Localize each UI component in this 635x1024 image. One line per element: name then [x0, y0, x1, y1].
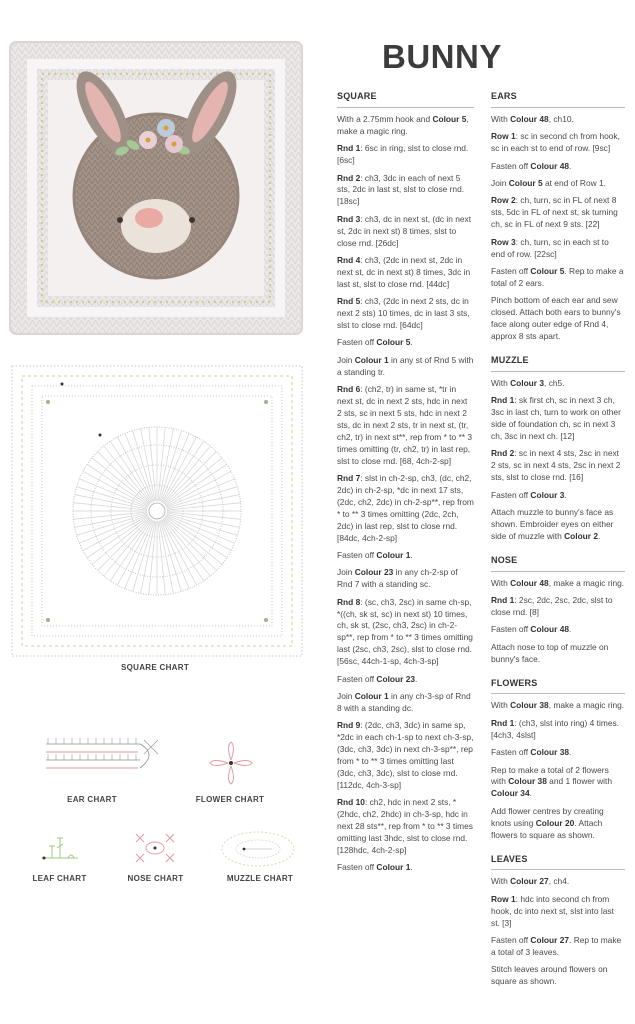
- nose-rnd-1: Rnd 1: 2sc, 2dc, 2sc, 2dc, slst to close rnd. [8]: [491, 595, 613, 617]
- square-fasten-5: Fasten off Colour 5.: [337, 337, 413, 348]
- ear-chart-caption: EAR CHART: [67, 795, 117, 804]
- nose-chart-caption: NOSE CHART: [127, 874, 184, 883]
- leaves-row-1: Row 1: hdc into second ch from hook, dc into next st, slst into last st. [3]: [491, 893, 614, 928]
- ears-row-3: Row 3: ch, turn, sc in each st to end of row. [22sc]: [491, 236, 609, 259]
- flowers-fasten-38: Fasten off Colour 38.: [491, 747, 572, 758]
- bunny-square-photo: [8, 40, 304, 336]
- flowers-intro: With Colour 38, make a magic ring.: [491, 700, 625, 711]
- right-column: [491, 90, 625, 994]
- square-rnd-3: Rnd 3: ch3, dc in next st, (dc in next st, 2dc in next st) 8 times, slst to close rnd. [26dc]: [337, 213, 472, 248]
- muzzle-intro: With Colour 3, ch5.: [491, 377, 565, 388]
- square-chart-caption: SQUARE CHART: [120, 663, 190, 672]
- flowers-heading: FLOWERS: [491, 678, 625, 695]
- nose-chart: [128, 828, 183, 870]
- flower-chart: [206, 738, 256, 788]
- muzzle-rnd-2: Rnd 2: sc in next 4 sts, 2sc in next 2 sts, sc in next 4 sts, 2sc in next 2 sts, slst to close rnd. [16]: [491, 448, 621, 483]
- ears-pinch: Pinch bottom of each ear and sew closed. Attach both ears to bunny's face along outer edge of Rnd 4, approx 8 sts apart.: [491, 295, 621, 341]
- ears-row-1: Row 1: sc in second ch from hook, sc in each st to end of row. [9sc]: [491, 131, 620, 154]
- square-rnd-1: Rnd 1: 6sc in ring, slst to close rnd. [6sc]: [337, 143, 469, 166]
- square-section: [337, 90, 474, 880]
- flowers-repeat: Rep to make a total of 2 flowers with Colour 38 and 1 flower with Colour 34.: [491, 764, 613, 799]
- nose-attach: Attach nose to top of muzzle on bunny's face.: [491, 641, 609, 664]
- square-rnd-5: Rnd 5: ch3, (2dc in next 2 sts, dc in next 2 sts) 10 times, dc in last 3 sts, slst to close rnd. [64dc]: [337, 296, 470, 330]
- square-rnd-10: Rnd 10: ch2, hdc in next 2 sts, *(2hdc, ch2, 2hdc) in ch-3-sp, hdc in next 28 sts**, rep from * to ** 3 times omitting last 3hdc, slst to close rnd. [128hdc, 4ch-2-sp]: [337, 797, 473, 855]
- flower-chart-caption: FLOWER CHART: [195, 795, 265, 804]
- square-fasten-1b: Fasten off Colour 1.: [337, 862, 413, 873]
- ears-fasten-5: Fasten off Colour 5. Rep to make a total of 2 ears.: [491, 265, 624, 288]
- leaves-heading: LEAVES: [491, 854, 625, 871]
- square-fasten-1: Fasten off Colour 1.: [337, 549, 413, 560]
- page-title: BUNNY: [382, 38, 502, 75]
- square-rnd-7: Rnd 7: slst in ch-2-sp, ch3, (dc, ch2, 2dc) in ch-2-sp, *dc in next 17 sts, (2dc, ch2, 2dc) in ch-2-sp**, rep from * to ** 3 times omitting (2dc, 2ch, 2dc) in last rep, slst to close rnd. [84dc, 4ch-2-sp]: [337, 472, 474, 543]
- ears-join-5: Join Colour 5 at end of Row 1.: [491, 178, 606, 189]
- nose-heading: NOSE: [491, 555, 625, 572]
- square-rnd-2: Rnd 2: ch3, 3dc in each of next 5 sts, 2dc in last st, slst to close rnd. [18sc]: [337, 172, 465, 207]
- muzzle-fasten-3: Fasten off Colour 3.: [491, 489, 567, 500]
- ears-intro: With Colour 48, ch10.: [491, 113, 574, 124]
- square-heading: SQUARE: [337, 91, 474, 108]
- flowers-rnd-1: Rnd 1: (ch3, slst into ring) 4 times. [4ch3, 4slst]: [491, 717, 619, 740]
- square-join-23: Join Colour 23 in any ch-2-sp of Rnd 7 with a standing sc.: [337, 567, 458, 590]
- nose-fasten-48: Fasten off Colour 48.: [491, 624, 572, 635]
- ear-chart: [40, 730, 165, 785]
- leaf-chart-caption: LEAF CHART: [32, 874, 87, 883]
- square-rnd-8: Rnd 8: (sc, ch3, 2sc) in same ch-sp, *((ch, sk st, sc) in next st) 10 times, ch, sk st, (2sc, ch3, 2sc) in ch-2-sp**, rep from * to ** 3 times omitting last (2sc, ch3, 2sc), slst to close rnd. [56sc, 44ch-1-sp, 4ch-3-sp]: [337, 596, 473, 667]
- muzzle-chart-caption: MUZZLE CHART: [226, 874, 294, 883]
- leaf-chart: [38, 830, 83, 868]
- leaves-fasten-27: Fasten off Colour 27. Rep to make a total of 3 leaves.: [491, 935, 622, 957]
- square-intro: With a 2.75mm hook and Colour 5, make a magic ring.: [337, 113, 469, 136]
- muzzle-attach: Attach muzzle to bunny's face as shown. Embroider eyes on either side of muzzle with Colour 2.: [491, 506, 614, 541]
- ears-heading: EARS: [491, 91, 625, 108]
- nose-intro: With Colour 48, make a magic ring.: [491, 577, 625, 588]
- square-chart: [8, 362, 306, 660]
- square-rnd-4: Rnd 4: ch3, (2dc in next st, 2dc in next st, dc in next st) 8 times, 3dc in last st, slst to close rnd. [44dc]: [337, 254, 471, 289]
- muzzle-chart: [218, 828, 298, 870]
- ears-row-2: Row 2: ch, turn, sc in FL of next 8 sts, 5dc in FL of next st, sk turning ch, sc in FL of next 9 sts. [22]: [491, 195, 618, 230]
- leaves-stitch: Stitch leaves around flowers on square as shown.: [491, 964, 608, 987]
- square-join-1b: Join Colour 1 in any ch-3-sp of Rnd 8 with a standing dc.: [337, 690, 471, 713]
- square-rnd-9: Rnd 9: (2dc, ch3, 3dc) in same sp, *2dc in each ch-1-sp to next ch-3-sp, (3dc, ch3, 3dc) in next ch-3-sp**, rep from * to ** 3 times omitting last (3dc, ch3, 3dc), slst to close rnd. [112dc, 4ch-3-sp]: [337, 720, 474, 790]
- square-fasten-23: Fasten off Colour 23.: [337, 673, 418, 684]
- square-join-1: Join Colour 1 in any st of Rnd 5 with a standing tr.: [337, 354, 474, 377]
- leaves-intro: With Colour 27, ch4.: [491, 876, 570, 887]
- muzzle-heading: MUZZLE: [491, 355, 625, 372]
- muzzle-rnd-1: Rnd 1: sk first ch, sc in next 3 ch, 3sc in last ch, turn to work on other side of foundation ch, sc in next 3 ch, 3sc in next ch. [12]: [491, 395, 621, 441]
- flowers-centres: Add flower centres by creating knots using Colour 20. Attach flowers to square as shown.: [491, 805, 604, 840]
- ears-fasten-48: Fasten off Colour 48.: [491, 160, 572, 171]
- square-rnd-6: Rnd 6: (ch2, tr) in same st, *tr in next st, dc in next 2 sts, hdc in next 2 sts, sc in next 5 sts, hdc in next 2 sts, dc in next 2 sts, tr in next st, (tr, ch2, tr) in next st**, rep from * to ** 3 times omitting (tr, ch2, tr) in last rep, slst to close rnd. [68, 4ch-2-sp]: [337, 384, 472, 466]
